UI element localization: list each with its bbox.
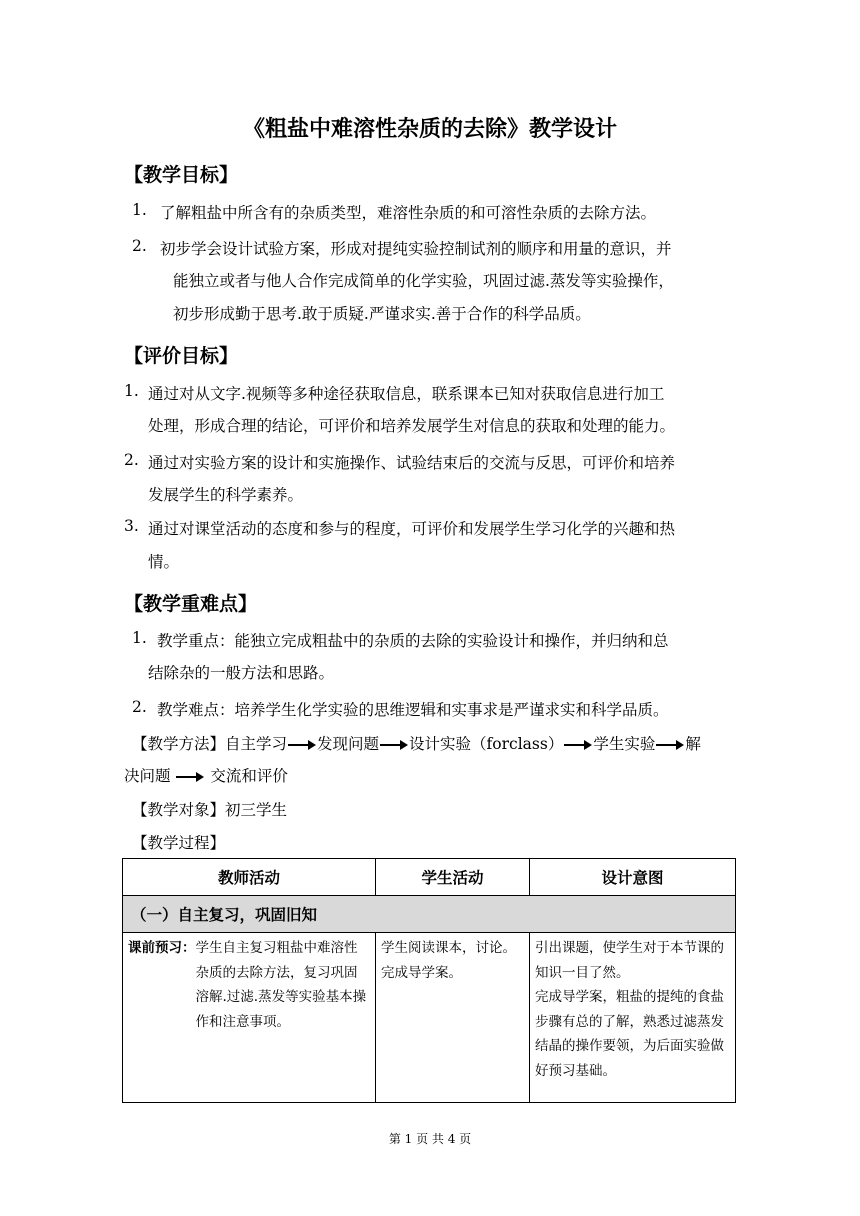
objective-2-line: 初步学会设计试验方案，形成对提纯实验控制试剂的顺序和用量的意识，并 (160, 240, 672, 258)
objective-1-line: 了解粗盐中所含有的杂质类型，难溶性杂质的和可溶性杂质的去除方法。 (160, 204, 657, 222)
objective-2-line: 初步形成勤于思考.敢于质疑.严谨求实.善于合作的科学品质。 (173, 305, 591, 323)
header-teacher-activity: 教师活动 (123, 859, 376, 896)
document-title: 《粗盐中难溶性杂质的去除》教学设计 (242, 117, 617, 142)
evaluation-3-line: 通过对课堂活动的态度和参与的程度，可评价和发展学生学习化学的兴趣和热 (148, 520, 676, 538)
heading-evaluation: 【评价目标】 (124, 345, 239, 367)
header-student-activity: 学生活动 (376, 859, 530, 896)
evaluation-3-num: 3. (124, 517, 139, 535)
teaching-method-line2 (124, 764, 288, 786)
arrow-right-icon (176, 772, 204, 782)
evaluation-2-num: 2. (124, 451, 139, 469)
evaluation-1-line: 通过对从文字.视频等多种途径获取信息，联系课本已知对获取信息进行加工 (148, 385, 665, 403)
arrow-right-icon (288, 740, 316, 750)
objective-2-line: 能独立或者与他人合作完成简单的化学实验，巩固过滤.蒸发等实验操作， (173, 272, 674, 290)
evaluation-2-line: 发展学生的科学素养。 (148, 486, 304, 504)
teaching-method (132, 732, 701, 754)
method-step: 决问题 (124, 767, 171, 785)
heading-key-points: 【教学重难点】 (124, 593, 258, 615)
objective-1-num: 1. (132, 201, 147, 219)
process-table (122, 858, 736, 1103)
key-point-1-line: 结除杂的一般方法和思路。 (148, 664, 335, 682)
student-activity-cell (376, 933, 530, 1103)
evaluation-1-line: 处理，形成合理的结论，可评价和培养发展学生对信息的获取和处理的能力。 (148, 417, 676, 435)
teacher-activity-text: 学生自主复习粗盐中难溶性杂质的去除方法，复习巩固溶解.过滤.蒸发等实验基本操作和注意事项。 (195, 940, 367, 1030)
table-header-row (123, 859, 736, 896)
student-activity-text: 学生阅读课本，讨论。完成导学案。 (381, 940, 516, 981)
design-intent-cell (530, 933, 736, 1103)
design-intent-text: 引出课题，使学生对于本节课的知识一目了然。 (535, 940, 724, 981)
key-point-2-num: 2. (132, 698, 147, 716)
method-step: 自主学习 (225, 735, 288, 753)
evaluation-3-line: 情。 (148, 553, 180, 571)
key-point-1-num: 1. (132, 629, 147, 647)
header-design-intent: 设计意图 (530, 859, 736, 896)
key-point-1-line: 教学重点：能独立完成粗盐中的杂质的去除的实验设计和操作，并归纳和总 (157, 632, 669, 650)
arrow-right-icon (656, 740, 684, 750)
arrow-right-icon (380, 740, 408, 750)
teaching-target-value: 初三学生 (225, 801, 288, 819)
teaching-process-label: 【教学过程】 (132, 834, 226, 852)
objective-2-num: 2. (132, 237, 147, 255)
key-point-2-line: 教学难点：培养学生化学实验的思维逻辑和实事求是严谨求实和科学品质。 (157, 701, 669, 719)
teaching-method-label: 【教学方法】 (132, 735, 226, 753)
table-row (123, 933, 736, 1103)
method-step: 发现问题 (317, 735, 380, 753)
method-step: 设计实验（forclass） (409, 735, 564, 753)
table-section-row (123, 896, 736, 933)
preview-label: 课前预习： (128, 940, 196, 956)
page-footer: 第 1 页 共 4 页 (388, 1132, 472, 1146)
evaluation-2-line: 通过对实验方案的设计和实施操作、试验结束后的交流与反思，可评价和培养 (148, 454, 676, 472)
teaching-target-label: 【教学对象】 (132, 801, 226, 819)
teacher-activity-cell (123, 933, 376, 1103)
section-title: （一）自主复习，巩固旧知 (123, 896, 736, 933)
evaluation-1-num: 1. (124, 382, 139, 400)
design-intent-text: 完成导学案，粗盐的提纯的食盐步骤有总的了解，熟悉过滤蒸发结晶的操作要领，为后面实验做好预习基础。 (535, 989, 724, 1079)
method-step: 学生实验 (593, 735, 656, 753)
arrow-right-icon (564, 740, 592, 750)
heading-objectives: 【教学目标】 (124, 164, 239, 186)
method-step: 交流和评价 (210, 767, 288, 785)
method-step: 解 (685, 735, 701, 753)
teaching-target (132, 798, 287, 820)
